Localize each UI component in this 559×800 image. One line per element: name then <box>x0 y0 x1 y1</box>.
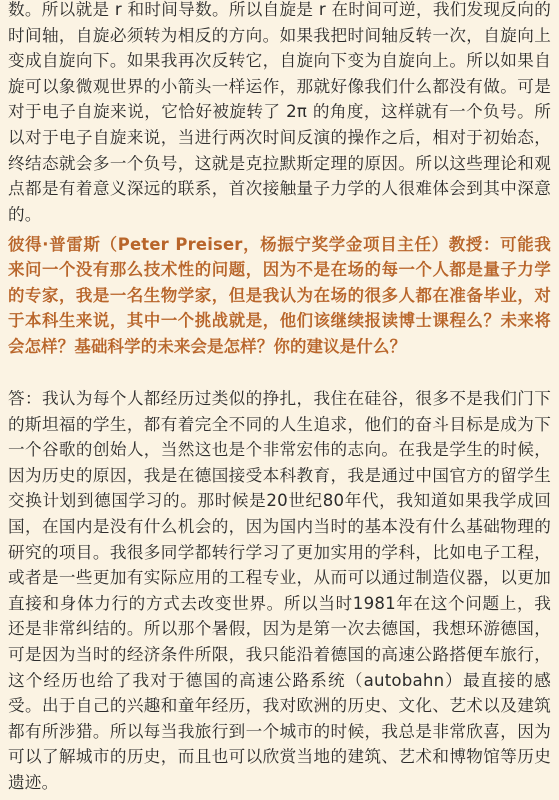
question-paragraph: 彼得·普雷斯（Peter Preiser，杨振宁奖学金项目主任）教授：可能我来问一个没有那么技术性的问题，因为不是在场的每一个人都是量子力学的专家，我是一名生物学家，但是我认为在场的很多人都在准备毕业，对于本科生来说，其中一个挑战就是，他们该继续报读博士课程么？未来将会怎样？基础科学的未来会是怎样？你的建议是什么？ <box>8 235 551 356</box>
paragraph-kramers-theorem: 数。所以就是 r 和时间导数。所以自旋是 r 在时间可逆，我们发现反向的时间轴，自旋必须转为相反的方向。如果我把时间轴反转一次，自旋向上变成自旋向下。如果我再次反转它，自旋向下变为自旋向上。所以如果自旋可以象微观世界的小箭头一样运作，那就好像我们什么都没有做。可是对于电子自旋来说，它恰好被旋转了 2π 的角度，这样就有一个负号。所以对于电子自旋来说，当进行两次时间反演的操作之后，相对于初始态，终结态就会多一个负号，这就是克拉默斯定理的原因。所以这些理论和观点都是有着意义深远的联系，首次接触量子力学的人很难体会到其中深意的。 <box>8 0 551 224</box>
answer-paragraph: 答：我认为每个人都经历过类似的挣扎，我住在硅谷，很多不是我们门下的斯坦福的学生，都有着完全不同的人生追求，他们的奋斗目标是成为下一个谷歌的创始人，当然这也是个非常宏伟的志向。在我是学生的时候，因为历史的原因，我是在德国接受本科教育，我是通过中国官方的留学生交换计划到德国学习的。那时候是20世纪80年代，我知道如果我学成回国，在国内是没有什么机会的，因为国内当时的基本没有什么基础物理的研究的项目。我很多同学都转行学习了更加实用的学科，比如电子工程，或者是一些更加有实际应用的工程专业，从而可以通过制造仪器，以更加直接和身体力行的方式去改变世界。所以当时1981年在这个问题上，我还是非常纠结的。所以那个暑假，因为是第一次去德国，我想环游德国，可是因为当时的经济条件所限，我只能沿着德国的高速公路搭便车旅行，这个经历也给了我对于德国的高速公路系统（autobahn）最直接的感受。出于自己的兴趣和童年经历，我对欧洲的历史、文化、艺术以及建筑都有所涉猎。所以每当我旅行到一个城市的时候，我总是非常欣喜，因为可以了解城市的历史，而且也可以欣赏当地的建筑、艺术和博物馆等历史遗迹。 <box>8 389 551 792</box>
